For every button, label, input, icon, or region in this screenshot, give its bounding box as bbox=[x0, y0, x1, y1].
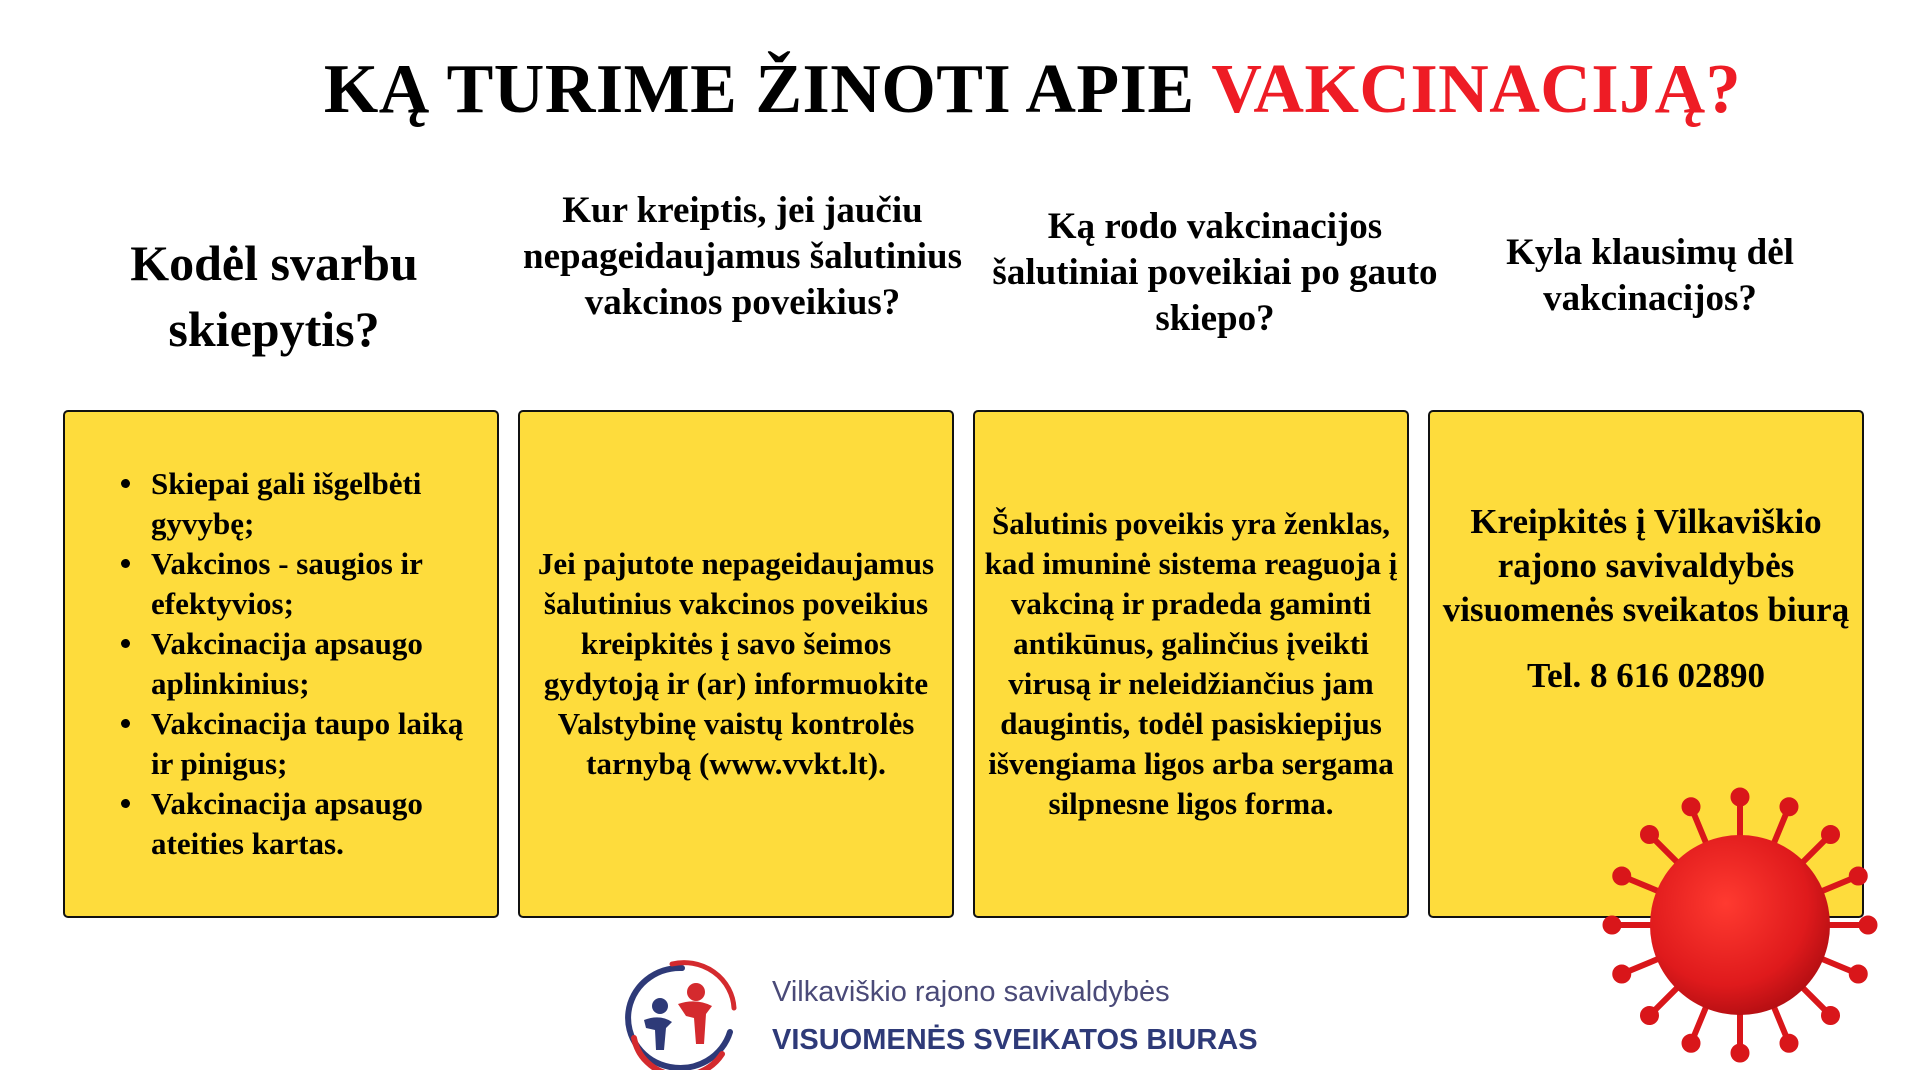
info-box-reporting bbox=[518, 410, 954, 918]
question-have-questions: Kyla klausimų dėl vakcinacijos? bbox=[1506, 232, 1794, 319]
side-effects-text: Šalutinis poveikis yra ženklas, kad imuninė sistema reaguoja į vakciną ir pradeda gaminti antikūnus, galinčius įveikti virusą ir neleidžiančius jam daugintis, todėl pasiskiepijus išvengiama ligos arba sergama silpnesne ligos forma. bbox=[984, 506, 1398, 821]
question-side-effects-meaning: Ką rodo vakcinacijos šalutiniai poveikiai po gauto skiepo? bbox=[992, 206, 1438, 339]
contact-text: Kreipkitės į Vilkaviškio rajono savivaldybės visuomenės sveikatos biurą bbox=[1442, 502, 1850, 629]
list-item: Vakcinacija taupo laiką ir pinigus; bbox=[151, 704, 465, 784]
question-where-to-report: Kur kreiptis, jei jaučiu nepageidaujamus šalutinius vakcinos poveikius? bbox=[523, 190, 962, 323]
logo-org-line1: Vilkaviškio rajono savivaldybės bbox=[772, 976, 1170, 1008]
title-accent: VAKCINACIJĄ? bbox=[1211, 51, 1742, 128]
virus-icon bbox=[1590, 775, 1890, 1075]
info-box-reasons bbox=[63, 410, 499, 918]
list-item: Vakcinacija apsaugo ateities kartas. bbox=[151, 784, 465, 864]
contact-block bbox=[1430, 500, 1862, 698]
logo-family-icon bbox=[612, 958, 742, 1070]
question-why-vaccinate: Kodėl svarbu skiepytis? bbox=[130, 235, 418, 357]
list-item: Vakcinacija apsaugo aplinkinius; bbox=[151, 624, 465, 704]
reasons-list bbox=[65, 464, 465, 864]
info-box-side-effects bbox=[973, 410, 1409, 918]
page-title bbox=[0, 45, 1920, 135]
title-prefix: KĄ TURIME ŽINOTI APIE bbox=[323, 51, 1212, 128]
contact-phone: Tel. 8 616 02890 bbox=[1527, 656, 1765, 695]
reporting-text: Jei pajutote nepageidaujamus šalutinius vakcinos poveikius kreipkitės į savo šeimos gydytoją ir (ar) informuokite Valstybinę vaistų kontrolės tarnybą (www.vvkt.lt). bbox=[537, 546, 935, 781]
list-item: Vakcinos - saugios ir efektyvios; bbox=[151, 544, 465, 624]
logo-org-line2: VISUOMENĖS SVEIKATOS BIURAS bbox=[772, 1024, 1258, 1056]
list-item: Skiepai gali išgelbėti gyvybę; bbox=[151, 464, 465, 544]
